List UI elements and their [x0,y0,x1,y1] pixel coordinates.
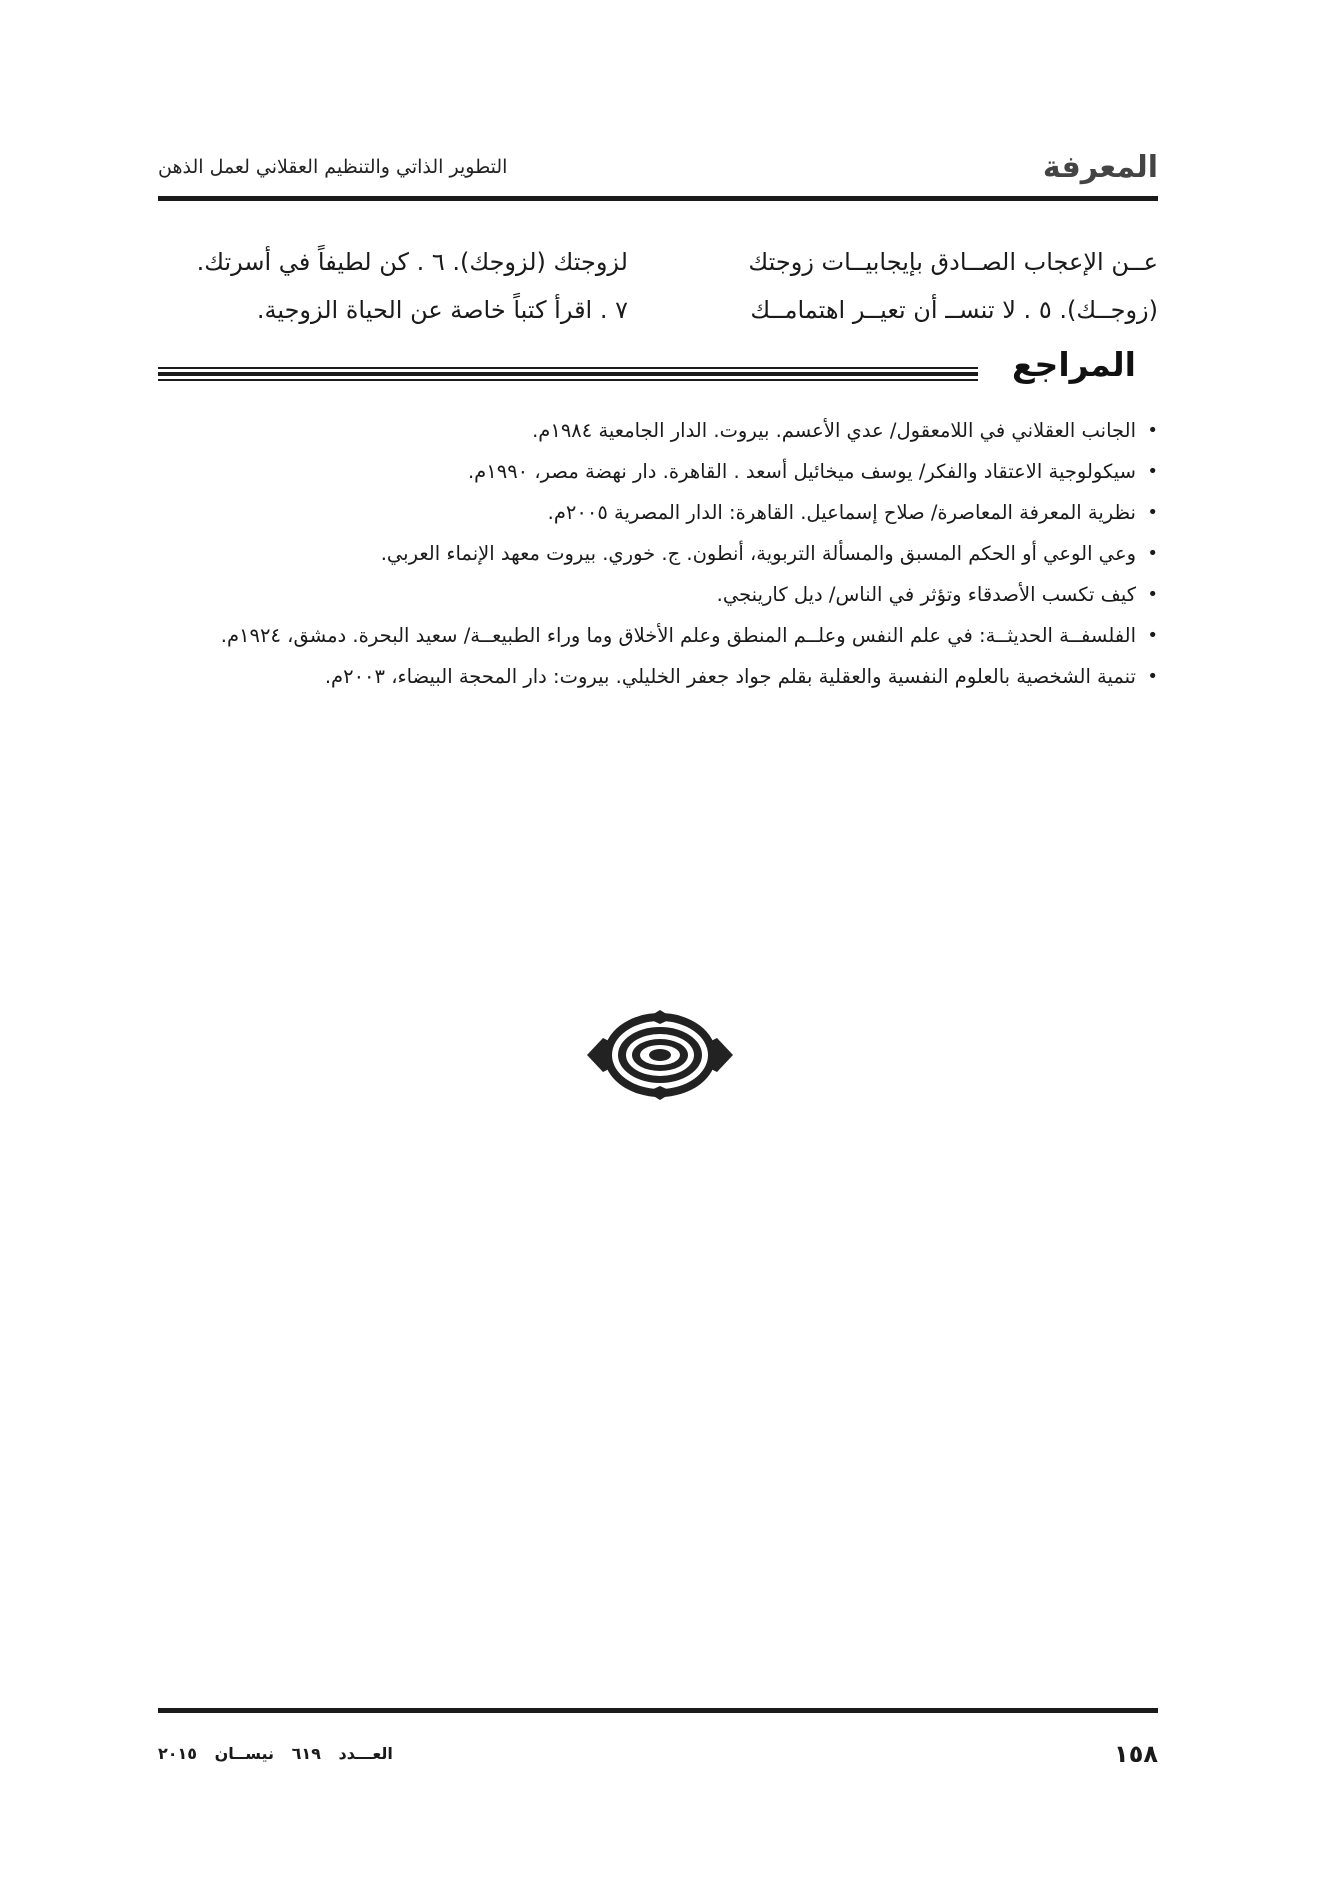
reference-item [158,615,1158,656]
heading-rule [158,372,978,376]
bullet-icon: • [1147,584,1158,605]
reference-text: الجانب العقلاني في اللامعقول/ عدي الأعسم. بيروت. الدار الجامعية ١٩٨٤م. [532,419,1136,442]
bullet-icon: • [1147,625,1158,646]
reference-item [158,574,1158,615]
reference-item [158,656,1158,697]
bullet-icon: • [1147,420,1158,441]
text-line: (زوجــك). ٥ . لا تنســ أن تعيــر اهتمامــك [750,296,1158,324]
reference-text: كيف تكسب الأصدقاء وتؤثر في الناس/ ديل كارينجي. [716,583,1136,606]
text-line: ٧ . اقرأ كتباً خاصة عن الحياة الزوجية. [256,296,628,324]
running-title: التطوير الذاتي والتنظيم العقلاني لعمل الذهن [158,156,508,178]
reference-item [158,451,1158,492]
references-list [158,410,1158,697]
reference-text: الفلسفــة الحديثــة: في علم النفس وعلــم المنطق وعلم الأخلاق وما وراء الطبيعــة/ سعيد البحرة. دمشق، ١٩٢٤م. [220,624,1136,647]
reference-text: تنمية الشخصية بالعلوم النفسية والعقلية بقلم جواد جعفر الخليلي. بيروت: دار المحجة البيضاء، ٢٠٠٣م. [324,665,1136,688]
header-divider [158,196,1158,201]
page-header [158,150,1158,194]
reference-item [158,533,1158,574]
reference-text: نظرية المعرفة المعاصرة/ صلاح إسماعيل. القاهرة: الدار المصرية ٢٠٠٥م. [547,501,1136,524]
references-heading-row [158,345,1158,395]
page-number: ١٥٨ [1114,1740,1158,1768]
reference-item [158,492,1158,533]
reference-item [158,410,1158,451]
bullet-icon: • [1147,543,1158,564]
issue-info: العـــدد ٦١٩ نيســان ٢٠١٥ [158,1744,393,1763]
continuation-text [158,238,1158,328]
bullet-icon: • [1147,666,1158,687]
reference-text: سيكولوجية الاعتقاد والفكر/ يوسف ميخائيل أسعد . القاهرة. دار نهضة مصر، ١٩٩٠م. [467,460,1136,483]
decorative-ornament-icon [585,1010,735,1100]
footer-divider [158,1708,1158,1713]
page-footer [158,1740,1158,1780]
text-line: عــن الإعجاب الصــادق بإيجابيــات زوجتك [748,248,1158,276]
references-heading: المراجع [1012,345,1136,384]
reference-text: وعي الوعي أو الحكم المسبق والمسألة التربوية، أنطون. ج. خوري. بيروت معهد الإنماء العربي. [380,542,1136,565]
left-column [158,238,628,334]
bullet-icon: • [1147,502,1158,523]
magazine-logo: المعرفة [1042,150,1158,185]
text-line: لزوجتك (لزوجك). ٦ . كن لطيفاً في أسرتك. [196,248,628,276]
heading-rule [158,367,978,369]
heading-rule [158,379,978,381]
right-column [688,238,1158,334]
bullet-icon: • [1147,461,1158,482]
